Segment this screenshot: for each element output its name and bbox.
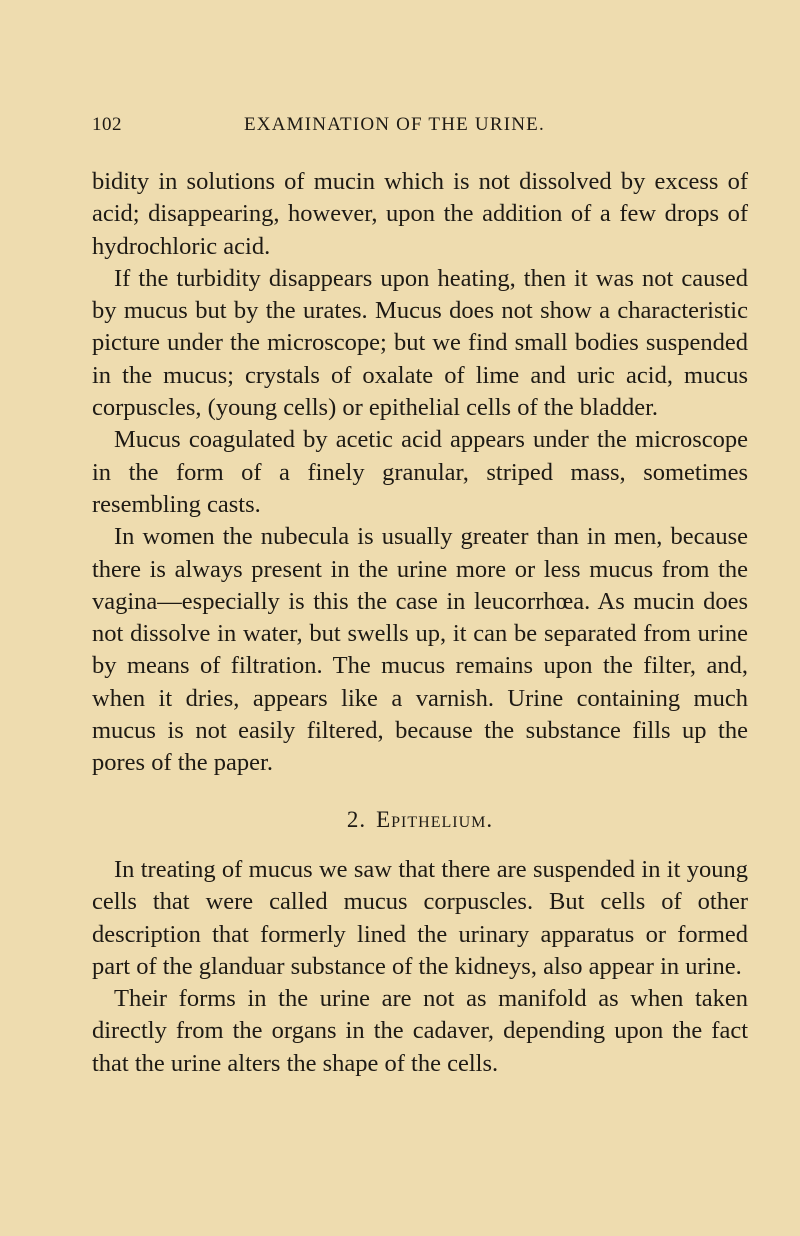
paragraph-nubecula: In women the nubecula is usually greater than in men, because there is always present in the urine more or less mucus from the vagina—especially is this the case in leucorrhœa. As mucin does not dissolve in water, but swells up, it can be separated from urine by means of filtration. The mucus remains upon the filter, and, when it dries, appears like a varnish. Urine containing much mucus is not easily filtered, because the substance fills up the pores of the paper.	[92, 523, 748, 777]
running-title: EXAMINATION OF THE URINE.	[244, 114, 545, 135]
section-heading	[92, 804, 748, 836]
body-text	[92, 166, 748, 1080]
paragraph-epithelium-intro: In treating of mucus we saw that there are suspended in it young cells that were called mucus corpuscles. But cells of other description that formerly lined the urinary apparatus or formed part of the glanduar substance of the kidneys, also appear in urine.	[92, 855, 748, 980]
page-number: 102	[92, 114, 122, 135]
section-title: Epithelium.	[376, 806, 494, 832]
paragraph-turbidity: If the turbidity disappears upon heating, then it was not caused by mucus but by the urates. Mucus does not show a characteristic picture under the microscope; but we find small bodies suspended in the mucus; crystals of oxalate of lime and uric acid, mucus corpuscles, (young cells) or epithelial cells of the bladder.	[92, 264, 748, 422]
paragraph-acetic-acid: Mucus coagulated by acetic acid appears under the microscope in the form of a finely granular, striped mass, sometimes resembling casts.	[92, 426, 748, 518]
running-head	[92, 114, 748, 142]
section-number: 2.	[346, 806, 367, 832]
paragraph-continuation: bidity in solutions of mucin which is not dissolved by excess of acid; disappearing, however, upon the addition of a few drops of hydrochloric acid.	[92, 168, 748, 260]
paragraph-epithelium-forms: Their forms in the urine are not as manifold as when taken directly from the organs in the cadaver, depending upon the fact that the urine alters the shape of the cells.	[92, 985, 748, 1077]
